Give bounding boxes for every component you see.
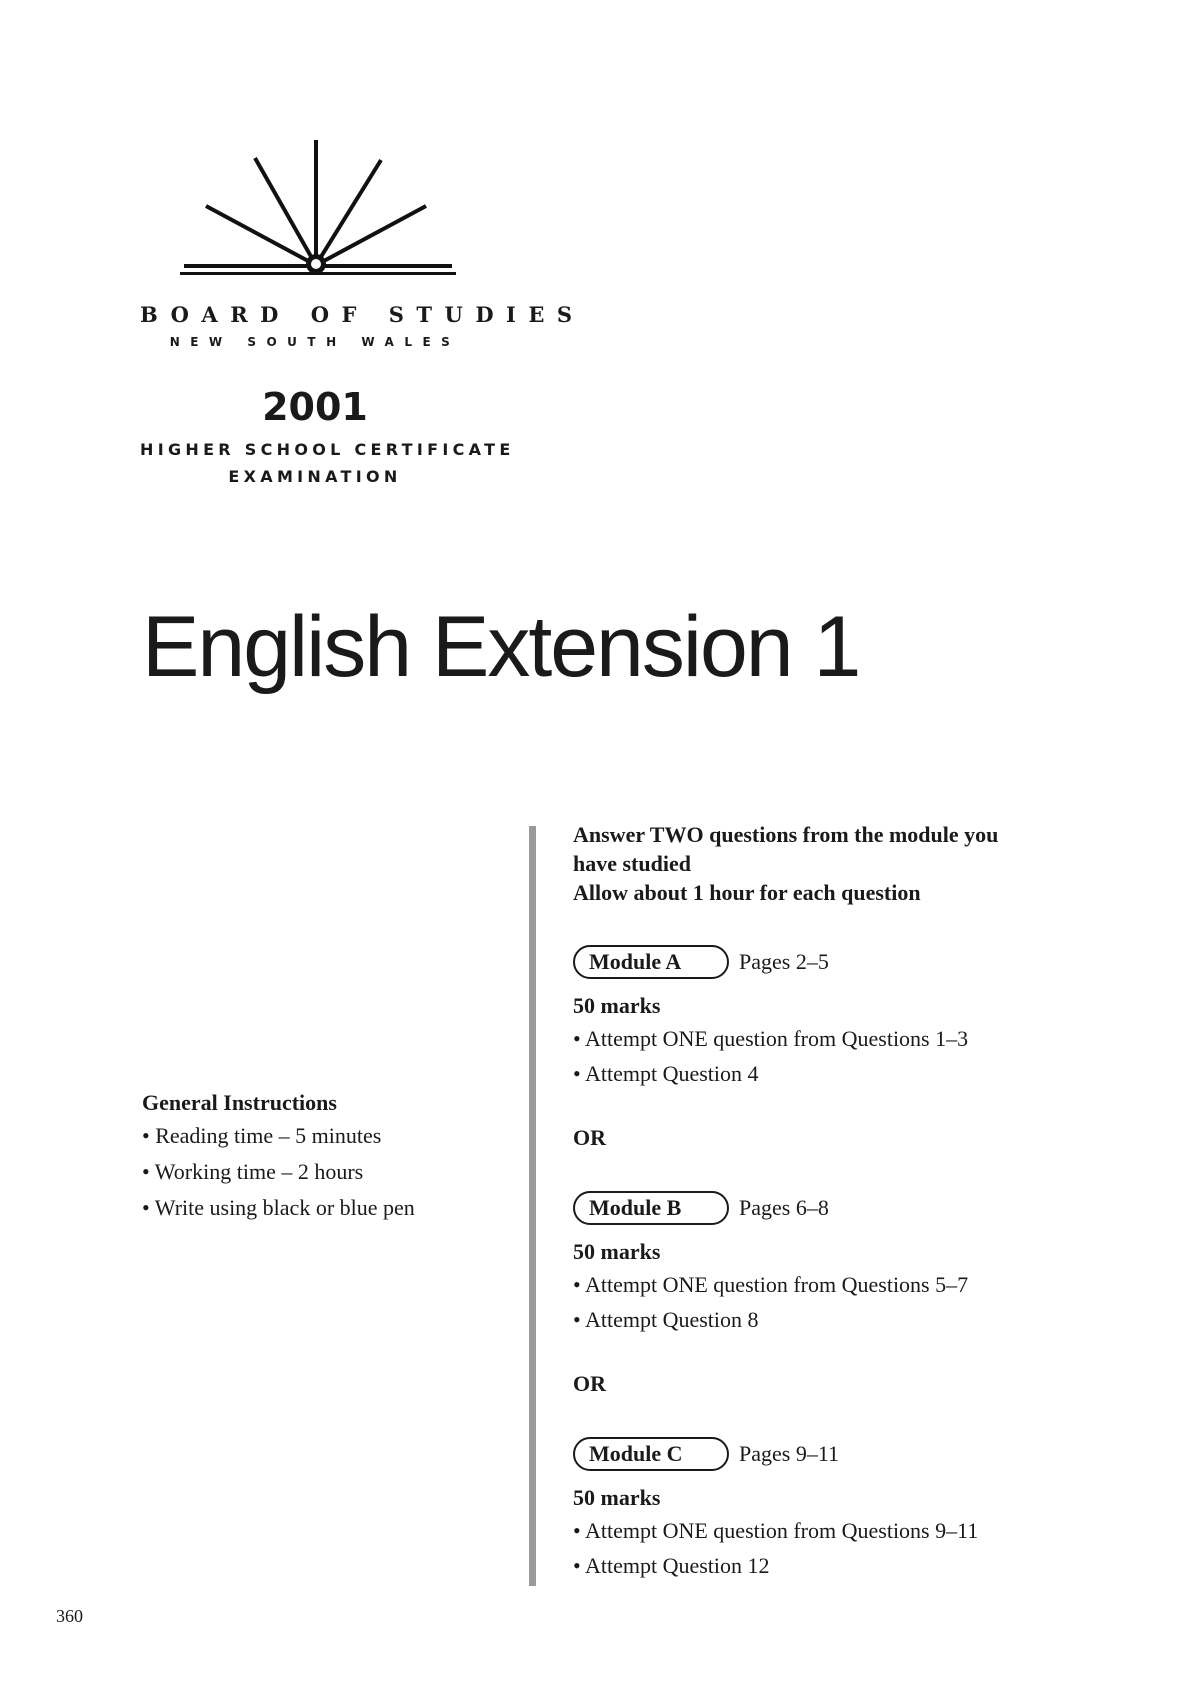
module-c-marks: 50 marks <box>573 1485 661 1510</box>
answer-instruction-continued: have studied <box>573 851 691 876</box>
instruction-item: • Reading time – 5 minutes <box>142 1123 382 1148</box>
general-instructions-heading: General Instructions <box>142 1090 337 1115</box>
module-c-item: • Attempt ONE question from Questions 9–11 <box>573 1518 979 1543</box>
exam-name-continued: EXAMINATION <box>228 467 402 486</box>
module-a-badge: Module A <box>573 945 729 979</box>
module-b-item: • Attempt Question 8 <box>573 1307 759 1332</box>
or-separator: OR <box>573 1125 606 1150</box>
organization-name: BOARD OF STUDIES <box>140 302 585 327</box>
module-c-item: • Attempt Question 12 <box>573 1553 770 1578</box>
organization-region: NEW SOUTH WALES <box>169 335 461 349</box>
module-b-badge: Module B <box>573 1191 729 1225</box>
module-b-pages: Pages 6–8 <box>739 1195 829 1220</box>
module-a-marks: 50 marks <box>573 993 661 1018</box>
module-c-header <box>573 1434 1093 1474</box>
module-a-header <box>573 942 1093 982</box>
module-a-pages: Pages 2–5 <box>739 949 829 974</box>
exam-name: HIGHER SCHOOL CERTIFICATE <box>140 440 515 459</box>
module-a-item: • Attempt ONE question from Questions 1–3 <box>573 1026 969 1051</box>
page-title: English Extension 1 <box>142 599 860 695</box>
column-divider <box>529 826 536 1586</box>
module-b-item: • Attempt ONE question from Questions 5–7 <box>573 1272 969 1297</box>
board-of-studies-sunburst-logo <box>180 138 456 292</box>
module-c-pages: Pages 9–11 <box>739 1441 840 1466</box>
page-number: 360 <box>56 1606 83 1626</box>
module-c-badge: Module C <box>573 1437 729 1471</box>
general-instructions <box>142 1088 512 1226</box>
module-b-marks: 50 marks <box>573 1239 661 1264</box>
answer-instruction: Answer TWO questions from the module you <box>573 822 999 847</box>
module-instructions <box>573 820 1093 1583</box>
exam-year: 2001 <box>262 385 368 429</box>
module-b-header <box>573 1188 1093 1228</box>
module-a-item: • Attempt Question 4 <box>573 1061 759 1086</box>
instruction-item: • Working time – 2 hours <box>142 1159 364 1184</box>
or-separator: OR <box>573 1371 606 1396</box>
time-instruction: Allow about 1 hour for each question <box>573 880 921 905</box>
instruction-item: • Write using black or blue pen <box>142 1195 415 1220</box>
